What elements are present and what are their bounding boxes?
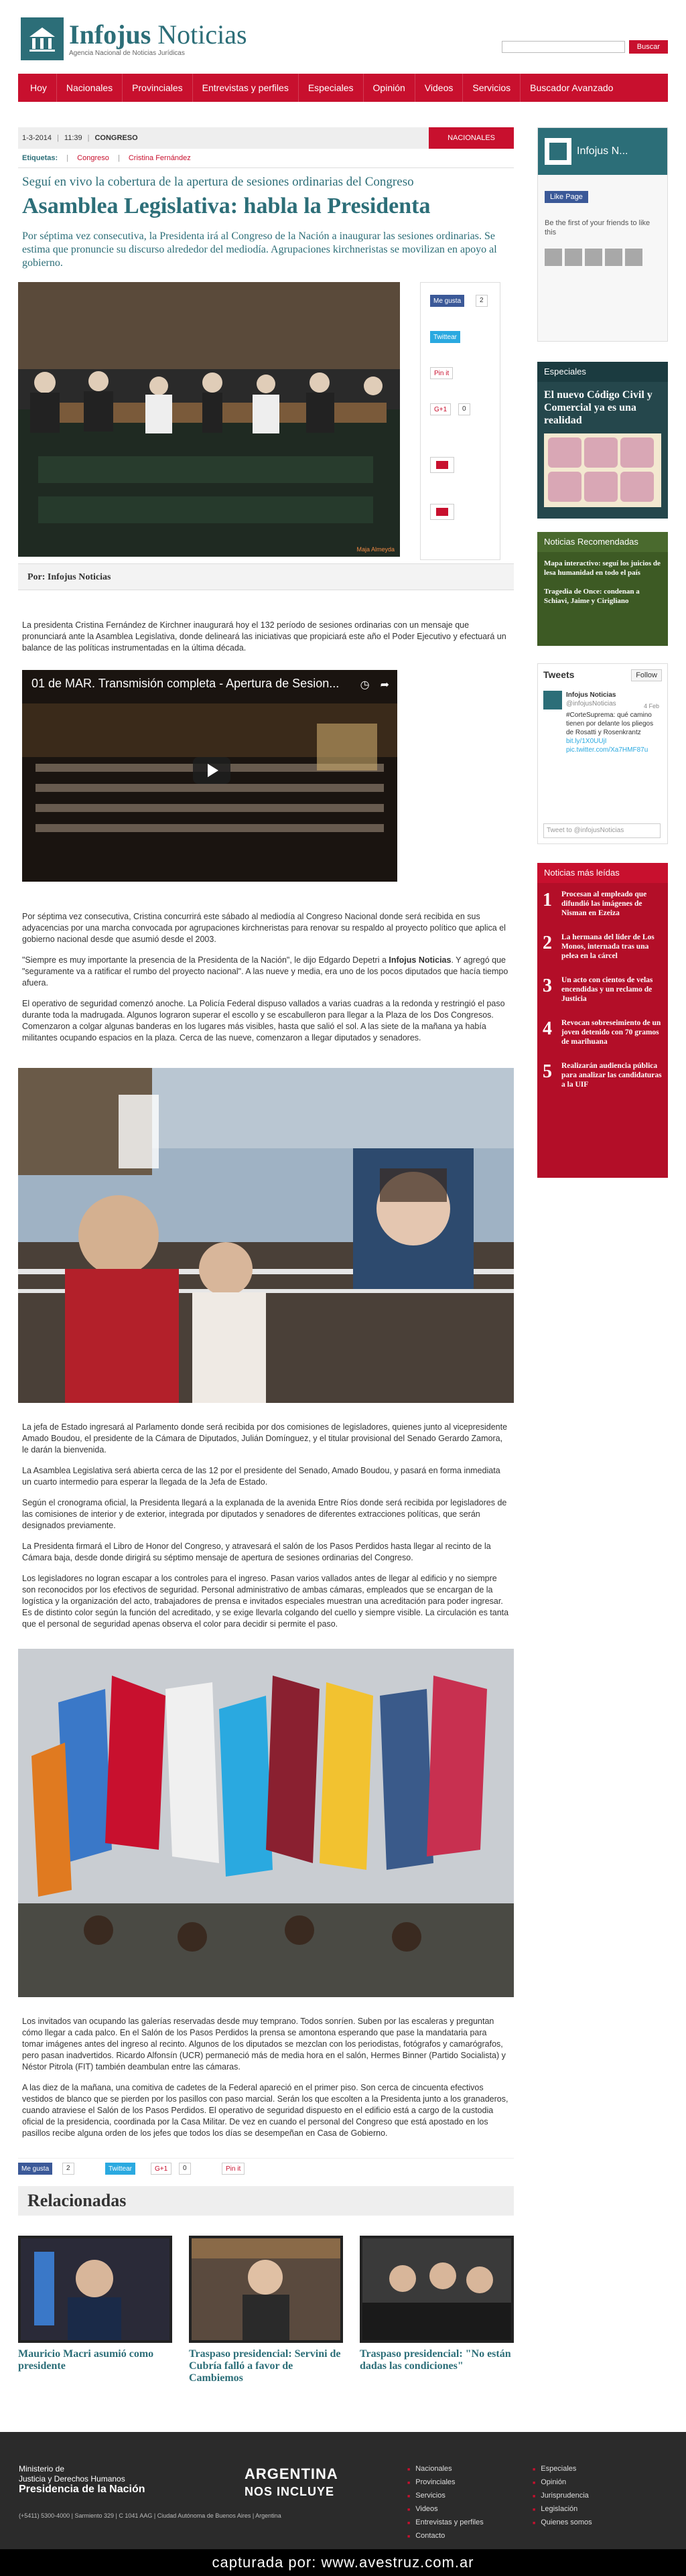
facebook-like-count: 2 bbox=[62, 2163, 74, 2175]
footer-link[interactable]: ■ Provinciales bbox=[407, 2476, 484, 2490]
related-image[interactable] bbox=[360, 2236, 514, 2343]
article-paragraph: Por séptima vez consecutiva, Cristina concurrirá este sábado al mediodía al Congreso Nacional donde será recibida en sus adyacencias por una marcha convocada por agrupaciones kirchneristas para renovar su respaldo al proyecto político que aplica el gobierno nacional desde que asumió desde el 2003. bbox=[22, 912, 506, 944]
nav-item[interactable]: Buscador Avanzado bbox=[530, 82, 614, 93]
avatar[interactable] bbox=[585, 249, 602, 266]
share-icon[interactable]: ➦ bbox=[380, 679, 389, 691]
twitter-share-button[interactable]: Twittear bbox=[430, 331, 460, 343]
facebook-like-count: 2 bbox=[476, 295, 488, 307]
related-image[interactable] bbox=[18, 2236, 172, 2343]
fb-page-name[interactable]: Infojus N... bbox=[577, 145, 628, 157]
google-plus-button[interactable]: G+1 bbox=[430, 403, 451, 415]
most-read-item[interactable] bbox=[543, 933, 663, 961]
article-byline: Por: Infojus Noticias bbox=[18, 563, 514, 590]
logo-name: Infojus Noticias bbox=[69, 19, 247, 50]
logo-mark-icon bbox=[21, 17, 64, 60]
site-header bbox=[18, 0, 668, 74]
recommended-list bbox=[537, 552, 668, 646]
footer-links-2 bbox=[533, 2463, 592, 2530]
nav-item[interactable]: Entrevistas y perfiles bbox=[193, 74, 299, 102]
search-button[interactable]: Buscar bbox=[629, 40, 668, 54]
tag-link[interactable]: Congreso bbox=[77, 154, 109, 162]
avatar[interactable] bbox=[543, 691, 562, 709]
fb-like-page-button[interactable]: Like Page bbox=[545, 191, 588, 203]
footer-link[interactable]: ■ Contacto bbox=[407, 2530, 484, 2543]
nav-item[interactable]: Videos bbox=[415, 74, 464, 102]
page-logo-icon bbox=[545, 138, 571, 165]
tweet-date[interactable]: 4 Feb bbox=[643, 703, 659, 709]
article-paragraph: Según el cronograma oficial, la Presidenta llegará a la explanada de la avenida Entre Ríos donde será recibida por legisladores de las comisiones de interior y de exterior, integrada por diputados y senadores de diferentes extracciones políticas, que serán designados previamente. bbox=[22, 1498, 507, 1530]
tweet-to-input[interactable]: Tweet to @infojusNoticias bbox=[543, 823, 661, 838]
most-read-heading: Noticias más leídas bbox=[537, 863, 668, 883]
nav-item[interactable]: Nacionales bbox=[57, 74, 123, 102]
search-box bbox=[502, 40, 668, 54]
tag-link[interactable]: Cristina Fernández bbox=[128, 154, 191, 162]
article-headline: Asamblea Legislativa: habla la Presidenta bbox=[22, 194, 431, 218]
twitter-share-button[interactable]: Twittear bbox=[105, 2163, 135, 2175]
photo-credit: Maja Almeyda bbox=[356, 546, 395, 553]
footer-share-bar bbox=[18, 2158, 514, 2173]
recommended-item[interactable]: Tragedia de Once: condenan a Schiavi, Jaime y Cirigliano bbox=[544, 588, 640, 605]
tweet bbox=[543, 691, 662, 754]
article-paragraph: La presidenta Cristina Fernández de Kirchner inaugurará hoy el 132 período de sesiones ordinarias con un mensaje que pronunciará ante la Asamblea Legislativa, donde delineará las iniciativas que propiciará este año el Poder Ejecutivo y efectuará un balance de las políticas instrumentadas en la última década. bbox=[22, 620, 506, 653]
related-title[interactable]: Mauricio Macri asumió como presidente bbox=[18, 2348, 154, 2372]
article-date: 1-3-2014 bbox=[22, 134, 52, 142]
footer-link[interactable]: ■ Opinión bbox=[533, 2476, 592, 2490]
article-paragraph: La Asamblea Legislativa será abierta cerca de las 12 por el presidente del Senado, Amado Boudou, y pasará en forma inmediata un cuarto intermedio para esperar la llegada de la Jefa de Estado. bbox=[22, 1466, 500, 1487]
capture-watermark: capturada por: www.avestruz.com.ar bbox=[0, 2549, 686, 2576]
footer-link[interactable]: ■ Legislación bbox=[533, 2503, 592, 2516]
most-read-rank: 5 bbox=[543, 1061, 552, 1082]
article-dateline: 1-3-2014 | 11:39 | CONGRESO NACIONALES bbox=[18, 127, 514, 149]
avatar[interactable] bbox=[625, 249, 642, 266]
tweet-link[interactable]: bit.ly/1X0UUjI pic.twitter.com/Xa7HMF87u bbox=[566, 738, 648, 754]
video-title: 01 de MAR. Transmisión completa - Apertura de Sesion... bbox=[31, 677, 340, 690]
most-read-title[interactable]: Revocan sobreseimiento de un joven detenido con 70 gramos de marihuana bbox=[561, 1019, 661, 1046]
most-read-rank: 1 bbox=[543, 890, 552, 910]
video-player[interactable] bbox=[22, 670, 397, 882]
most-read-rank: 4 bbox=[543, 1018, 552, 1039]
main-photo bbox=[18, 282, 400, 557]
logo-tagline: Agencia Nacional de Noticias Jurídicas bbox=[69, 49, 185, 57]
pinterest-button[interactable]: Pin it bbox=[430, 367, 453, 379]
avatar[interactable] bbox=[605, 249, 622, 266]
main-nav bbox=[18, 74, 668, 102]
nav-item[interactable]: Hoy bbox=[21, 74, 57, 102]
tweets-heading: Tweets bbox=[543, 669, 575, 680]
related-item[interactable] bbox=[189, 2236, 343, 2384]
most-read-title[interactable]: Un acto con cientos de velas encendidas y un reclamo de Justicia bbox=[561, 976, 653, 1003]
article-paragraph: La jefa de Estado ingresará al Parlamento donde será recibida por dos comisiones de legisladores, quienes junto al vicepresidente Amado Boudou, el presidente de la Cámara de Diputados, Julián Domínguez, y el titular provisional del Senado Gerardo Zamora, le darán la bienvenida. bbox=[22, 1422, 508, 1454]
twitter-widget bbox=[537, 663, 668, 844]
most-read-item[interactable] bbox=[543, 1018, 663, 1046]
article-paragraph: Los legisladores no logran escapar a los controles para el ingreso. Pasan varios vallados antes de llegar al edificio y no siempre son reconocidos por los efectivos de seguridad. Personal administrativo de ambas cámaras, empleados que se encargan de la logística y la organización del acto, trabajadores de prensa e invitados especiales muestran una acreditación para poder ingresar. Es de distinto color según la función del acreditado, y se exige llevarla colgando del cuello y siempre visible. La circulación es tanta que el personal de seguridad apenas observa el color para decidir si permite el paso. bbox=[22, 1574, 509, 1629]
facebook-like-button[interactable]: Me gusta bbox=[430, 295, 464, 307]
most-read-list bbox=[537, 883, 668, 1178]
most-read-rank: 3 bbox=[543, 975, 552, 996]
footer-link[interactable]: ■ Quienes somos bbox=[533, 2516, 592, 2530]
article-tags: Etiquetas: | Congreso | Cristina Fernández bbox=[22, 154, 191, 162]
related-item[interactable] bbox=[360, 2236, 514, 2384]
article-time: 11:39 bbox=[64, 134, 82, 142]
nav-item[interactable]: Provinciales bbox=[123, 74, 192, 102]
footer-address: (+5411) 5300-4000 | Sarmiento 329 | C 1041 AAG | Ciudad Autónoma de Buenos Aires | Argentina bbox=[19, 2512, 281, 2519]
share-box bbox=[420, 282, 500, 560]
footer-links-1 bbox=[407, 2463, 484, 2543]
especial-image[interactable] bbox=[544, 433, 661, 507]
google-plus-count: 0 bbox=[179, 2163, 191, 2175]
article-column bbox=[18, 127, 514, 2384]
pinterest-button[interactable]: Pin it bbox=[222, 2163, 245, 2175]
facebook-like-button[interactable]: Me gusta bbox=[18, 2163, 52, 2175]
avatar[interactable] bbox=[565, 249, 582, 266]
tweet-author[interactable]: Infojus Noticias bbox=[566, 691, 616, 699]
related-image[interactable] bbox=[189, 2236, 343, 2343]
nav-item[interactable]: Servicios bbox=[463, 74, 521, 102]
related-item[interactable] bbox=[18, 2236, 172, 2384]
especiales-heading: Especiales bbox=[537, 362, 668, 382]
nav-item[interactable]: Especiales bbox=[299, 74, 364, 102]
footer-link[interactable]: ■ Servicios bbox=[407, 2490, 484, 2503]
fb-faces bbox=[545, 249, 642, 266]
related-grid bbox=[18, 2236, 514, 2384]
article-section: CONGRESO bbox=[94, 134, 138, 142]
page-container bbox=[18, 0, 668, 2384]
especial-card[interactable] bbox=[537, 382, 668, 519]
article-lead: Por séptima vez consecutiva, la Presidenta irá al Congreso de la Nación a inaugurar las sesiones ordinarias. Se estima que pronuncie su discurso alrededor del mediodía. Agrupaciones kirchneristas se movilizan en apoyo al gobierno. bbox=[22, 230, 497, 269]
especial-title[interactable]: El nuevo Código Civil y Comercial ya es una realidad bbox=[544, 389, 653, 426]
recommended-item[interactable]: Mapa interactivo: seguí los juicios de lesa humanidad en todo el país bbox=[544, 559, 661, 577]
search-input[interactable] bbox=[502, 41, 625, 53]
article-paragraph: A las diez de la mañana, una comitiva de cadetes de la Federal apareció en el primer piso. Son cerca de cincuenta efectivos vestidos de blanco que se pierden por los pasillos con paso marcial. Serán los que escolten a la Presidenta junto a los granaderos, cuando atraviese el Salón de los Pasos Perdidos. El operativo de seguridad dispuesto en el edificio está a cargo de la custodia oficial de la presidencia, coordinada por la Casa Militar. De vez en cuando el personal del Congreso que está apostado en los pasillos recibe alguna orden de los jefes que todos los días se desempeñan en Casa de Gobierno. bbox=[22, 2083, 508, 2138]
fb-friends-text: Be the first of your friends to like this bbox=[545, 219, 650, 236]
related-title[interactable]: Traspaso presidencial: "No están dadas las condiciones" bbox=[360, 2348, 511, 2372]
tweet-handle[interactable]: @infojusNoticias bbox=[566, 700, 616, 707]
flags-photo bbox=[18, 1649, 514, 1997]
most-read-item[interactable] bbox=[543, 975, 663, 1004]
google-plus-count: 0 bbox=[458, 403, 470, 415]
article-paragraph: La Presidenta firmará el Libro de Honor del Congreso, y atravesará el salón de los Pasos Perdidos hasta llegar al recinto de la Cámara baja, desde donde dirigirá su séptimo mensaje de apertura de sesiones ordinarias del Congreso. bbox=[22, 1542, 491, 1562]
category-badge[interactable]: NACIONALES bbox=[429, 127, 514, 149]
article-paragraph: Los invitados van ocupando las galerías reservadas desde muy temprano. Todos sonríen. Suben por las escaleras y preguntan cómo llegar a cada palco. En el Salón de los Pasos Perdidos la prensa se amontona esperando que pase la mandataria para tomar imágenes antes del ingreso al recinto. Algunos de los diputados se mezclan con los periodistas, fotógrafos y camarógrafos, pero pasan inadvertidos. Ricardo Alfonsín (UCR) permaneció más de media hora en el salón, Hermes Binner (Partido Socialista) y Néstor Pitrola (FIT) también deambulan entre las cámaras. bbox=[22, 2017, 506, 2072]
most-read-item[interactable] bbox=[543, 890, 663, 918]
footer-link[interactable]: ■ Nacionales bbox=[407, 2463, 484, 2476]
google-plus-button[interactable]: G+1 bbox=[151, 2163, 172, 2175]
tweet-text: #CorteSuprema: qué camino tienen por delante los pliegos de Rosatti y Rosenkrantz bbox=[566, 711, 654, 736]
most-read-title[interactable]: Procesan al empleado que difundió las imágenes de Nisman en Ezeiza bbox=[561, 890, 647, 917]
clock-icon[interactable]: ◷ bbox=[360, 679, 370, 691]
footer-link[interactable]: ■ Especiales bbox=[533, 2463, 592, 2476]
most-read-rank: 2 bbox=[543, 933, 552, 953]
article-body bbox=[18, 620, 514, 2139]
footer-link[interactable]: ■ Jurisprudencia bbox=[533, 2490, 592, 2503]
article-paragraph: El operativo de seguridad comenzó anoche. La Policía Federal dispuso vallados a varias cuadras a la redonda y restringió el paso durante toda la madrugada. Algunos lograron superar el escollo y se escabulleron para llegar a la Plaza de los Dos Congresos. Comenzaron a colgar algunas banderas en los lugares más visibles, hasta que salió el sol. A las siete de la mañana ya había militantes ocupando espacios en la plaza. Cerca de las nueve, comenzaron a llegar diputados y senadores. bbox=[22, 999, 505, 1042]
tags-label: Etiquetas: bbox=[22, 154, 58, 162]
article-paragraph: "Siempre es muy importante la presencia de la Presidenta de la Nación", le dijo Edgardo Depetri a Infojus Noticias. Y agregó que "seguramente va a ratificar el rumbo del proyecto nacional". A las nueve y media, era uno de los pocos diputados que hacía tiempo afuera. bbox=[22, 955, 508, 988]
site-footer bbox=[0, 2432, 686, 2549]
sidebar bbox=[537, 127, 668, 1178]
infojus-mention: Infojus Noticias bbox=[389, 955, 452, 965]
avatar[interactable] bbox=[545, 249, 562, 266]
related-heading: Relacionadas bbox=[18, 2186, 514, 2216]
print-icon[interactable] bbox=[430, 457, 454, 473]
recommended-heading: Noticias Recomendadas bbox=[537, 532, 668, 552]
most-read-title[interactable]: Realizarán audiencia pública para analizar las candidaturas a la UIF bbox=[561, 1062, 662, 1089]
most-read-item[interactable] bbox=[543, 1061, 663, 1089]
ministerio-logo[interactable]: Ministerio de Justicia y Derechos Humanos Presidencia de la Nación bbox=[19, 2464, 145, 2495]
footer-link[interactable]: ■ Entrevistas y perfiles bbox=[407, 2516, 484, 2530]
argentina-logo: ARGENTINA NOS INCLUYE bbox=[245, 2465, 338, 2498]
article-kicker: Seguí en vivo la cobertura de la apertura de sesiones ordinarias del Congreso bbox=[22, 175, 414, 189]
twitter-follow-button[interactable]: Follow bbox=[631, 669, 662, 681]
play-icon[interactable] bbox=[193, 757, 230, 784]
facebook-widget bbox=[537, 127, 668, 342]
related-title[interactable]: Traspaso presidencial: Servini de Cubría falló a favor de Cambiemos bbox=[189, 2348, 341, 2384]
most-read-title[interactable]: La hermana del líder de Los Monos, internada tras una pelea en la cárcel bbox=[561, 933, 655, 960]
rally-photo bbox=[18, 1068, 514, 1403]
footer-link[interactable]: ■ Videos bbox=[407, 2503, 484, 2516]
nav-item[interactable]: Opinión bbox=[364, 74, 415, 102]
site-logo[interactable] bbox=[21, 17, 247, 60]
email-icon[interactable] bbox=[430, 504, 454, 520]
